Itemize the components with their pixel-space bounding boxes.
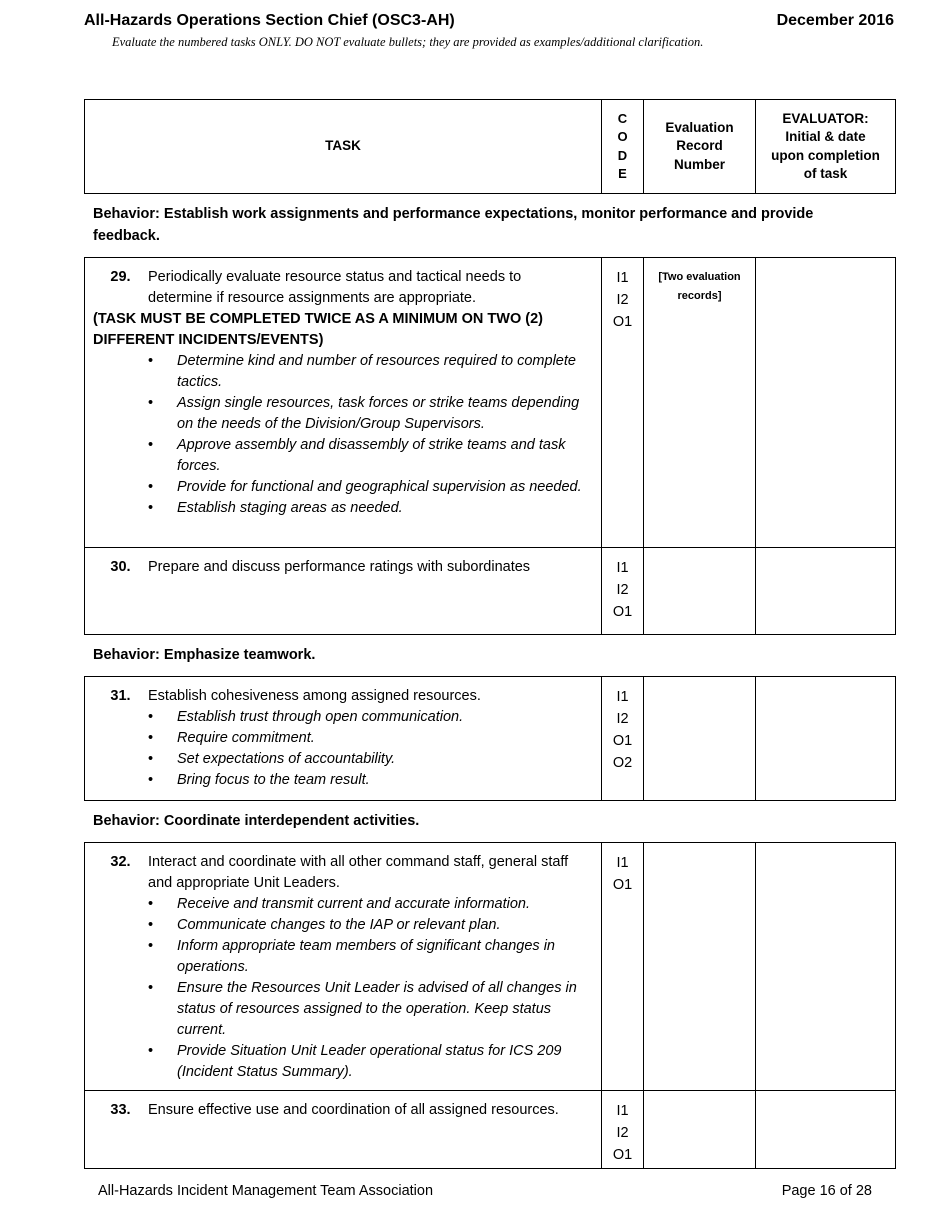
evaluation-record-cell[interactable]: [Two evaluation records] [644,258,756,548]
task-bullet: • Bring focus to the team result. [85,770,601,791]
task-cell [85,677,602,801]
task-table-section-2 [84,676,896,801]
task-cell [85,258,602,548]
task-cell [85,843,602,1091]
task-bullet: • Require commitment. [85,728,601,749]
code-value: O1 [612,1147,633,1163]
evaluator-cell[interactable] [756,843,896,1091]
behavior-heading: Behavior: Emphasize teamwork. [93,647,316,663]
evaluator-cell[interactable] [756,1091,896,1169]
code-value: I1 [616,560,629,576]
code-column-header [602,100,644,194]
task-number: 33. [110,1102,131,1118]
task-cell [85,548,602,635]
task-text: Interact and coordinate with all other command staff, general staff and appropriate Unit Leaders. [148,854,569,891]
code-value: O1 [612,733,633,749]
evaluator-cell[interactable] [756,548,896,635]
table-row [85,843,896,1091]
task-column-header: TASK [85,100,602,194]
code-value: O1 [612,604,633,620]
task-text: Prepare and discuss performance ratings with subordinates [148,559,531,575]
task-number: 31. [110,688,131,704]
footer-organization: All-Hazards Incident Management Team Association [98,1183,434,1199]
code-letter: O [617,129,628,144]
code-value: I2 [616,711,629,727]
task-bullet: • Ensure the Resources Unit Leader is advised of all changes in status of resources assigned to the operation. Keep status current. [85,978,601,1041]
task-number: 29. [110,269,131,285]
task-table-section-1 [84,257,896,635]
task-number: 32. [110,854,131,870]
task-table-section-3 [84,842,896,1169]
evaluator-cell[interactable] [756,677,896,801]
task-bullet: • Provide for functional and geographical supervision as needed. [85,477,601,498]
behavior-heading: Behavior: Establish work assignments and performance expectations, monitor performance and provide feedback. [93,206,814,244]
task-text: Ensure effective use and coordination of all assigned resources. [148,1102,559,1118]
page-header-title: All-Hazards Operations Section Chief (OSC3-AH) [84,12,455,29]
task-number: 30. [110,559,131,575]
code-value: O2 [612,755,633,771]
evaluator-cell[interactable] [756,258,896,548]
evaluation-record-cell[interactable] [644,677,756,801]
task-text: Periodically evaluate resource status and tactical needs to determine if resource assignments are appropriate. [148,269,522,306]
task-bullet: • Establish staging areas as needed. [85,498,601,519]
code-value: I2 [616,292,629,308]
evaluator-column-header: EVALUATOR: Initial & date upon completion of task [756,100,896,194]
footer-page-number: Page 16 of 28 [781,1183,872,1199]
code-letter: D [617,147,628,163]
code-value: I1 [616,689,629,705]
behavior-heading: Behavior: Coordinate interdependent activities. [93,813,420,829]
task-note: (TASK MUST BE COMPLETED TWICE AS A MINIMUM ON TWO (2) DIFFERENT INCIDENTS/EVENTS) [93,311,544,348]
table-row [85,677,896,801]
record-column-header: Evaluation Record Number [644,100,756,194]
code-value: O1 [612,314,633,330]
table-row [85,258,896,548]
evaluation-record-cell[interactable] [644,1091,756,1169]
task-bullet: • Provide Situation Unit Leader operational status for ICS 209 (Incident Status Summary). [85,1041,601,1083]
code-letter: C [617,110,628,126]
task-bullet: • Determine kind and number of resources required to complete tactics. [85,351,601,393]
task-bullet: • Receive and transmit current and accurate information. [85,894,601,915]
code-value: I1 [616,1103,629,1119]
task-bullet: • Communicate changes to the IAP or relevant plan. [85,915,601,936]
code-value: I2 [616,582,629,598]
code-value: I2 [616,1125,629,1141]
task-bullet: • Set expectations of accountability. [85,749,601,770]
code-value: I1 [616,270,629,286]
code-value: I1 [616,855,629,871]
code-cell [602,548,644,635]
evaluation-instructions: Evaluate the numbered tasks ONLY. DO NOT evaluate bullets; they are provided as examples/additional clarification. [112,35,704,49]
evaluation-record-cell[interactable] [644,548,756,635]
task-bullet: • Establish trust through open communication. [85,707,601,728]
code-cell [602,258,644,548]
code-value: O1 [612,877,633,893]
task-cell [85,1091,602,1169]
table-row [85,1091,896,1169]
code-cell [602,1091,644,1169]
task-bullet: • Inform appropriate team members of significant changes in operations. [85,936,601,978]
evaluation-record-cell[interactable] [644,843,756,1091]
page-header-date: December 2016 [776,12,894,29]
task-table-header [84,99,896,194]
task-bullet: • Assign single resources, task forces or strike teams depending on the needs of the Division/Group Supervisors. [85,393,601,435]
task-bullet: • Approve assembly and disassembly of strike teams and task forces. [85,435,601,477]
table-row [85,548,896,635]
code-cell [602,843,644,1091]
code-letter: E [618,166,627,181]
task-text: Establish cohesiveness among assigned resources. [148,688,481,704]
code-cell [602,677,644,801]
